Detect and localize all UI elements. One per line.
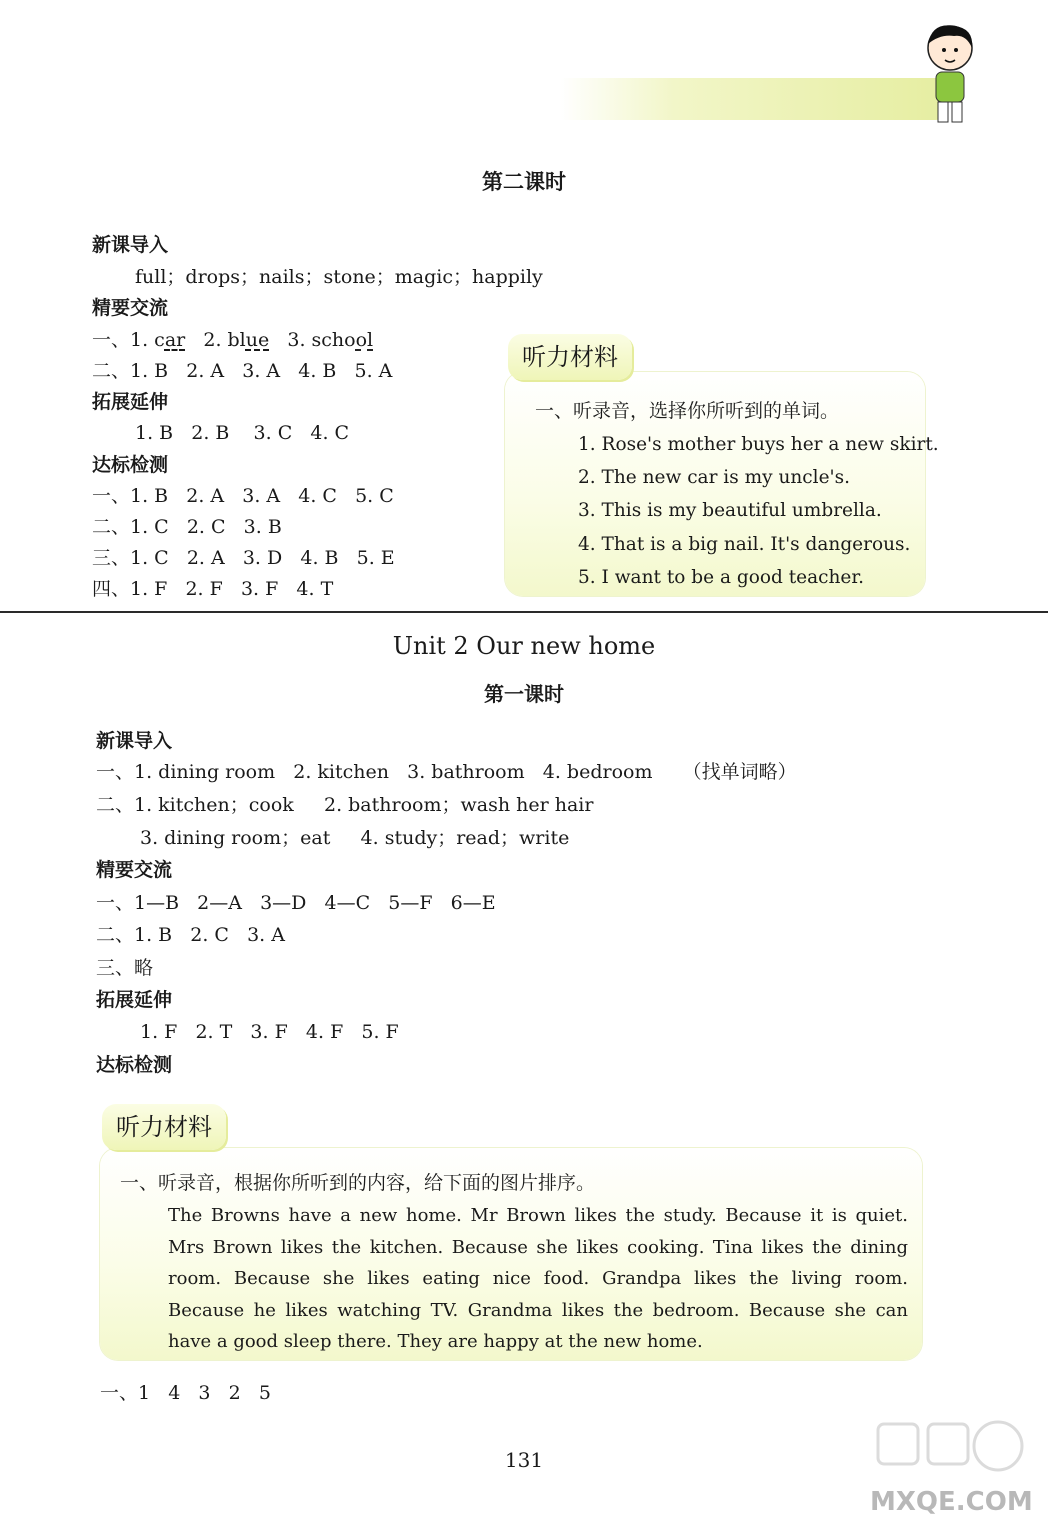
watermark-logo-icon — [800, 1410, 1040, 1530]
watermark-text: MXQE.COM — [870, 1487, 1033, 1517]
heading-dabiao: 达标检测 — [92, 454, 169, 476]
unit-title: Unit 2 Our new home — [392, 632, 656, 660]
dabiao-line-3: 三、1. C 2. A 3. D 4. B 5. E — [92, 547, 395, 569]
box1-item: 1. Rose's mother buys her a new skirt. — [578, 434, 939, 455]
header-banner — [560, 78, 940, 120]
page-number: 131 — [504, 1448, 544, 1472]
dabiao-line-1: 一、1. B 2. A 3. A 4. C 5. C — [92, 485, 394, 507]
lesson-title-1: 第一课时 — [484, 682, 564, 706]
final-answer: 一、1 4 3 2 5 — [100, 1382, 271, 1404]
box2-instruction: 一、听录音，根据你所听到的内容，给下面的图片排序。 — [120, 1172, 596, 1194]
listening-tab-2: 听力材料 — [102, 1104, 226, 1150]
jingyao-line-2: 二、1. B 2. C 3. A — [96, 924, 285, 946]
dabiao-line-2: 二、1. C 2. C 3. B — [92, 516, 282, 538]
box1-item: 5. I want to be a good teacher. — [578, 567, 865, 588]
jingyao-line-2: 二、1. B 2. A 3. A 4. B 5. A — [92, 360, 393, 382]
heading-dabiao: 达标检测 — [96, 1054, 173, 1076]
xinke-line-3: 3. dining room；eat 4. study；read；write — [140, 827, 570, 849]
jingyao-line-1: 一、1—B 2—A 3—D 4—C 5—F 6—E — [96, 892, 496, 914]
heading-xinke: 新课导入 — [96, 730, 173, 752]
box1-item: 3. This is my beautiful umbrella. — [578, 500, 882, 521]
boy-mascot-icon — [918, 20, 978, 130]
box1-item: 4. That is a big nail. It's dangerous. — [578, 534, 911, 555]
box2-paragraph: The Browns have a new home. Mr Brown likes the study. Because it is quiet. Mrs Brown likes the kitchen. Because she likes cooking. Tina likes the dining room. Because she likes eating nice food. Grandpa likes the living room. Because he likes watching TV. Grandma likes the bedroom. Because she can have a good sleep there. They are happy at the new home. — [168, 1205, 908, 1352]
tuozhan-answers: 1. B 2. B 3. C 4. C — [135, 422, 350, 444]
section-divider — [0, 611, 1048, 613]
box1-instruction: 一、听录音，选择你所听到的单词。 — [535, 400, 840, 422]
box1-item: 2. The new car is my uncle's. — [578, 467, 850, 488]
jingyao-line-3: 三、略 — [96, 957, 154, 979]
heading-jingyao: 精要交流 — [92, 297, 169, 319]
dabiao-line-4: 四、1. F 2. F 3. F 4. T — [92, 578, 334, 600]
jingyao-line-1: 一、1. car 2. blue 3. school — [92, 329, 374, 351]
xinke-answers: full；drops；nails；stone；magic；happily — [135, 266, 543, 288]
lesson-title-2: 第二课时 — [482, 170, 566, 194]
heading-tuozhan: 拓展延伸 — [96, 989, 173, 1011]
heading-xinke: 新课导入 — [92, 234, 169, 256]
tuozhan-answers: 1. F 2. T 3. F 4. F 5. F — [140, 1021, 399, 1043]
xinke-line-1: 一、1. dining room 2. kitchen 3. bathroom 4. bedroom （找单词略） — [96, 761, 797, 783]
heading-jingyao: 精要交流 — [96, 859, 173, 881]
xinke-line-2: 二、1. kitchen；cook 2. bathroom；wash her hair — [96, 794, 594, 816]
heading-tuozhan: 拓展延伸 — [92, 391, 169, 413]
listening-tab-1: 听力材料 — [508, 334, 632, 380]
